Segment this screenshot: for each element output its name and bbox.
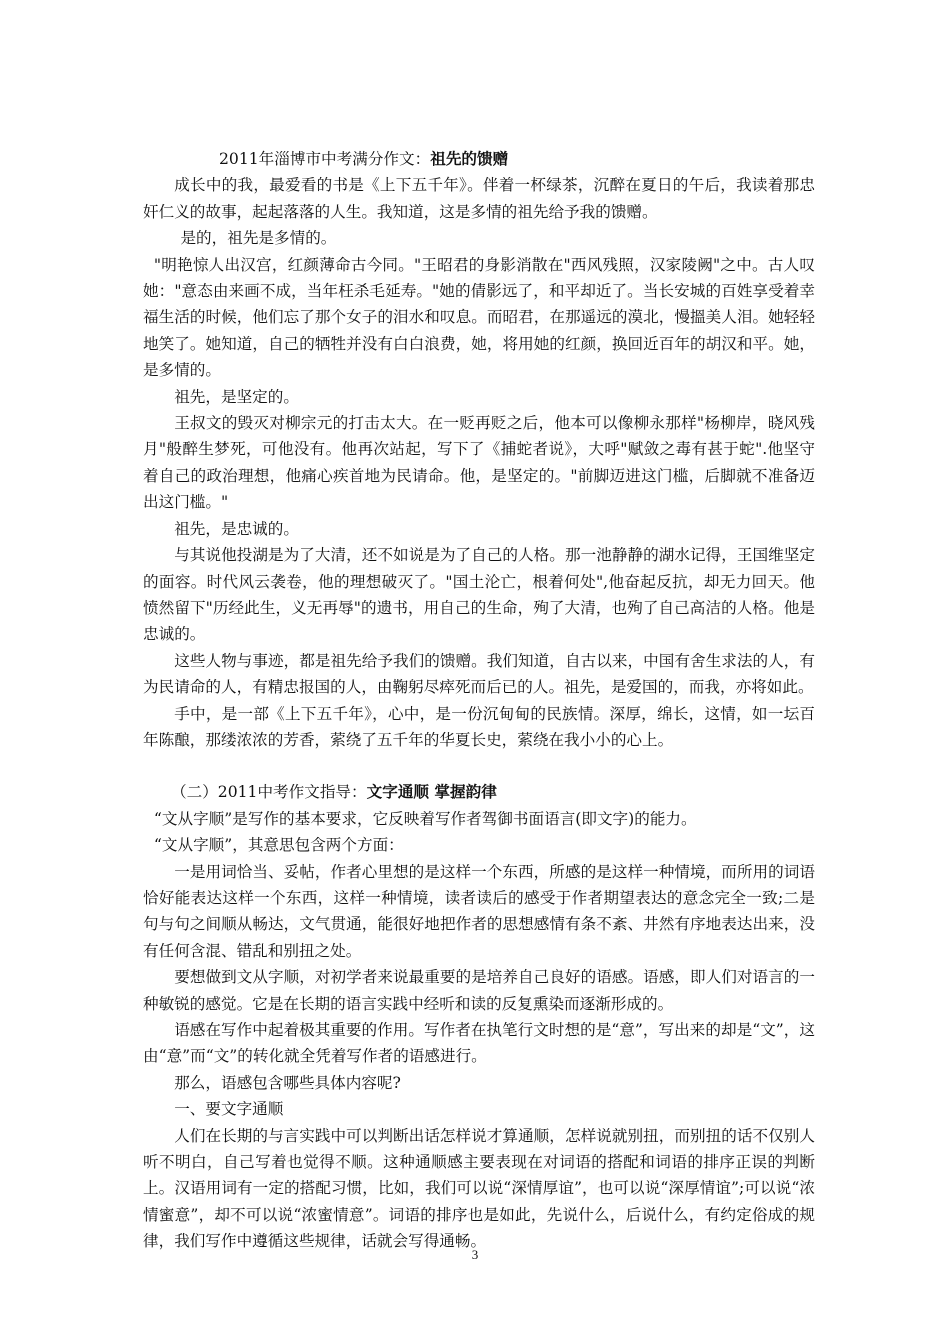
essay-paragraph: 这些人物与事迹，都是祖先给予我们的馈赠。我们知道，自古以来，中国有舍生求法的人，有为民请命的人，有精忠报国的人，由鞠躬尽瘁死而后已的人。祖先，是爱国的，而我，亦将如此。 (143, 651, 815, 697)
guide-paragraph: 人们在长期的与言实践中可以判断出话怎样说才算通顺，怎样说就别扭，而别扭的话不仅别人听不明白，自己写着也觉得不顺。这种通顺感主要表现在对词语的搭配和词语的排序正误的判断上。汉语用词有一定的搭配习惯，比如，我们可以说“深情厚谊”，也可以说“深厚情谊”;可以说“浓情蜜意”，却不可以说“浓蜜情意”。词语的排序也是如此，先说什么，后说什么，有约定俗成的规律，我们写作中遵循这些规律，话就会写得通畅。 (143, 1126, 815, 1251)
guide-paragraph: 要想做到文从字顺，对初学者来说最重要的是培养自己良好的语感。语感，即人们对语言的一种敏锐的感觉。它是在长期的语言实践中经听和读的反复熏染而逐渐形成的。 (143, 968, 815, 1013)
essay-paragraph: 手中，是一部《上下五千年》，心中，是一份沉甸甸的民族情。深厚，绵长，这情，如一坛百年陈酿，那缕浓浓的芳香，萦绕了五千年的华夏长史，萦绕在我小小的心上。 (143, 704, 815, 749)
guide-paragraph: “文从字顺”是写作的基本要求，它反映着写作者驾御书面语言(即文字)的能力。 (153, 809, 697, 828)
essay-paragraph: 与其说他投湖是为了大清，还不如说是为了自己的人格。那一池静静的湖水记得，王国维坚定的面容。时代风云袭卷，他的理想破灭了。"国土沦亡，根着何处",他奋起反抗，却无力回天。他愤然留下"历经此生，义无再辱"的遗书，用自己的生命，殉了大清，也殉了自己高洁的人格。他是忠诚的。 (143, 546, 815, 644)
page-content (143, 146, 815, 1255)
essay-title-bold: 祖先的馈赠 (430, 149, 509, 168)
essay-paragraph: "明艳惊人出汉宫，红颜薄命古今同。"王昭君的身影消散在"西风残照，汉家陵阙"之中。古人叹她："意态由来画不成，当年枉杀毛延寿。"她的倩影远了，和平却近了。当长安城的百姓享受着幸福生活的时候，他们忘了那个女子的泪水和叹息。而昭君，在那遥远的漠北，慢搵美人泪。她轻轻地笑了。她知道，自己的牺牲并没有白白浪费，她，将用她的红颜，换回近百年的胡汉和平。她，是多情的。 (143, 255, 815, 380)
guide-title-bold: 文字通顺 掌握韵律 (366, 782, 497, 802)
essay-title-prefix: 2011年淄博市中考满分作文： (219, 150, 431, 168)
essay-title (143, 146, 815, 172)
essay-paragraph: 是的，祖先是多情的。 (180, 229, 337, 248)
section-spacer (143, 753, 815, 779)
essay-paragraph: 成长中的我，最爱看的书是《上下五千年》。伴着一杯绿茶，沉醉在夏日的午后，我读着那忠奸仁义的故事，起起落落的人生。我知道，这是多情的祖先给予我的馈赠。 (143, 176, 815, 221)
guide-paragraph: 那么，语感包含哪些具体内容呢? (174, 1073, 401, 1092)
essay-paragraph: 王叔文的毁灭对柳宗元的打击太大。在一贬再贬之后，他本可以像柳永那样"杨柳岸，晓风残月"般醉生梦死，可他没有。他再次站起，写下了《捕蛇者说》，大呼"赋敛之毒有甚于蛇".他坚守着自己的政治理想，他痛心疾首地为民请命。他，是坚定的。"前脚迈进这门槛，后脚就不准备迈出这门槛。" (143, 414, 815, 512)
essay-paragraph: 祖先，是坚定的。 (174, 387, 299, 406)
guide-paragraph: 语感在写作中起着极其重要的作用。写作者在执笔行文时想的是“意”，写出来的却是“文”，这由“意”而“文”的转化就全凭着写作者的语感进行。 (143, 1021, 815, 1066)
essay-paragraph: 祖先，是忠诚的。 (174, 519, 299, 538)
guide-paragraph: 一是用词恰当、妥帖，作者心里想的是这样一个东西，所感的是这样一种情境，而所用的词语恰好能表达这样一个东西，这样一种情境，读者读后的感受于作者期望表达的意念完全一致;二是句与句之间顺从畅达，文气贯通，能很好地把作者的思想感情有条不紊、井然有序地表达出来，没有任何含混、错乱和别扭之处。 (143, 862, 815, 960)
guide-paragraph: 一、要文字通顺 (174, 1100, 284, 1119)
guide-title (143, 779, 815, 805)
page-number: 3 (471, 1247, 479, 1262)
guide-paragraph: “文从字顺”，其意思包含两个方面： (153, 836, 404, 855)
guide-title-prefix: （二）2011中考作文指导： (171, 783, 367, 802)
